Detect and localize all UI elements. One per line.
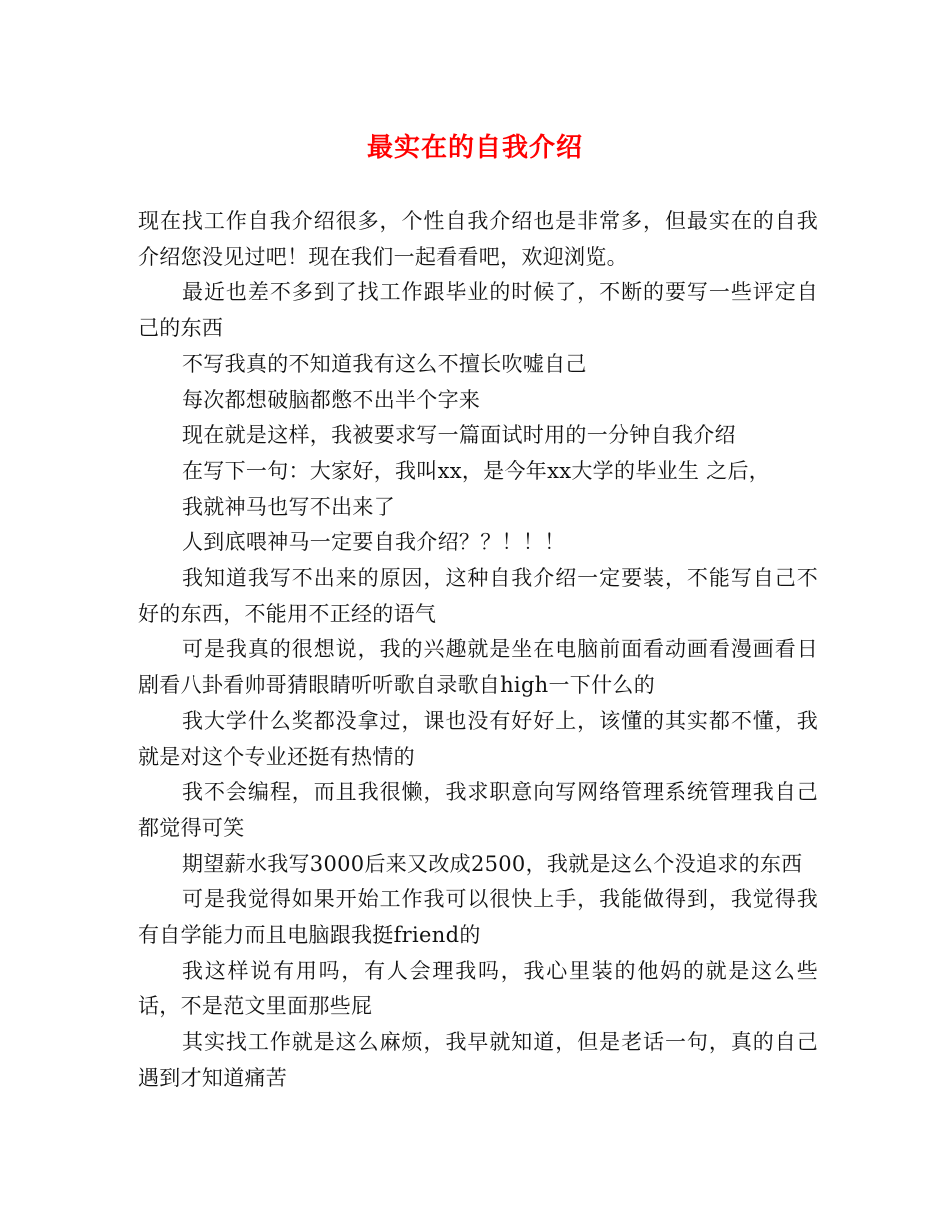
paragraph: 可是我真的很想说，我的兴趣就是坐在电脑前面看动画看漫画看日剧看八卦看帅哥猜眼睛听听歌自录歌自high一下什么的 xyxy=(138,637,818,698)
document-title: 最实在的自我介绍 xyxy=(366,133,583,163)
paragraph: 期望薪水我写3000后来又改成2500，我就是这么个没追求的东西 xyxy=(182,851,803,876)
paragraph: 我知道我写不出来的原因，这种自我介绍一定要装，不能写自己不好的东西，不能用不正经的语气 xyxy=(138,566,818,626)
paragraph: 可是我觉得如果开始工作我可以很快上手，我能做得到，我觉得我有自学能力而且电脑跟我挺friend的 xyxy=(138,887,818,948)
paragraph: 我大学什么奖都没拿过，课也没有好好上，该懂的其实都不懂，我就是对这个专业还挺有热情的 xyxy=(138,708,818,769)
paragraph: 人到底喂神马一定要自我介绍？？！！！ xyxy=(182,530,566,555)
paragraph: 不写我真的不知道我有这么不擅长吹嘘自己 xyxy=(182,351,587,376)
paragraph: 最近也差不多到了找工作跟毕业的时候了，不断的要写一些评定自己的东西 xyxy=(138,280,818,341)
paragraph: 我不会编程，而且我很懒，我求职意向写网络管理系统管理我自己都觉得可笑 xyxy=(138,780,818,840)
document-body xyxy=(138,204,818,1097)
paragraph: 现在就是这样，我被要求写一篇面试时用的一分钟自我介绍 xyxy=(182,423,736,448)
paragraph-intro: 现在找工作自我介绍很多，个性自我介绍也是非常多，但最实在的自我介绍您没见过吧！现在我们一起看看吧，欢迎浏览。 xyxy=(138,209,818,269)
paragraph: 每次都想破脑都憋不出半个字来 xyxy=(182,387,481,412)
paragraph: 在写下一句：大家好，我叫xx，是今年xx大学的毕业生 之后， xyxy=(182,458,771,483)
paragraph: 其实找工作就是这么麻烦，我早就知道，但是老话一句，真的自己遇到才知道痛苦 xyxy=(138,1030,818,1090)
paragraph: 我这样说有用吗，有人会理我吗，我心里装的他妈的就是这么些话，不是范文里面那些屁 xyxy=(138,958,818,1019)
paragraph: 我就神马也写不出来了 xyxy=(182,494,395,519)
